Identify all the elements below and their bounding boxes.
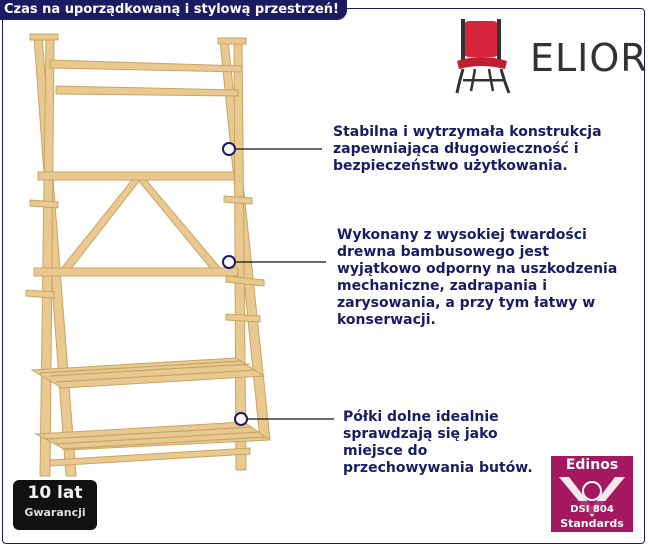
callout-stability: Stabilna i wytrzymała konstrukcja zapewniająca długowieczność i bezpieczeństwo użytkowania.: [333, 124, 602, 174]
bamboo-rack-illustration: [20, 30, 280, 480]
callout-bamboo: Wykonany z wysokiej twardości drewna bambusowego jest wyjątkowo odporny na uszkodzenia mechaniczne, zadrapania i zarysowania, a przy tym łatwy w konserwacji.: [337, 227, 618, 328]
callout-shoe-shelves: Półki dolne idealnie sprawdzają się jako miejsce do przechowywania butów.: [343, 409, 533, 476]
headline-banner: Czas na uporządkowaną i stylową przestrzeń!: [0, 0, 347, 20]
warranty-label: Gwarancji: [24, 506, 86, 519]
certificate-badge: [551, 456, 633, 532]
certificate-footer: Standards: [560, 517, 624, 530]
certificate-code: DSI 804: [570, 504, 614, 515]
warranty-years: 10 lat: [27, 483, 83, 503]
check-seal-icon: [557, 473, 627, 517]
warranty-badge: [13, 480, 97, 530]
certificate-title: Edinos: [565, 457, 619, 473]
brand-name: ELIOR: [530, 36, 648, 80]
